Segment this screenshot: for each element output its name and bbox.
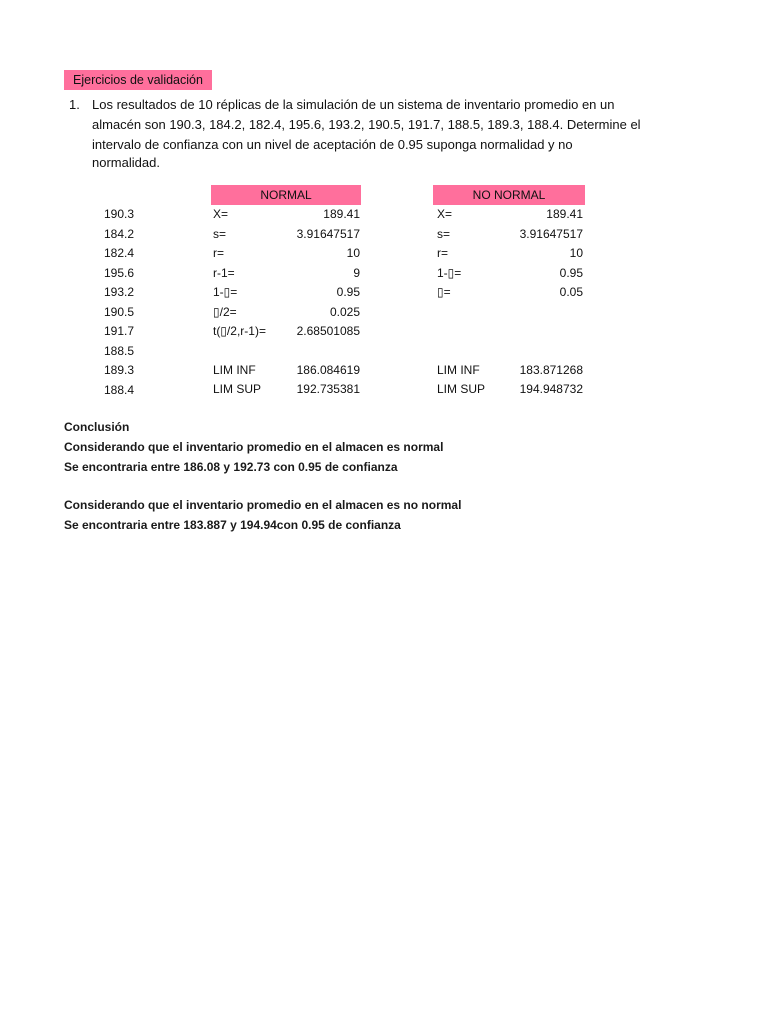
no-normal-lim-sup-label: LIM SUP [437, 382, 486, 396]
no-normal-label: ▯= [437, 285, 451, 299]
data-value: 190.3 [104, 207, 135, 221]
question-line: intervalo de confianza con un nivel de aceptación de 0.95 suponga normalidad y no [92, 137, 573, 152]
section-title: Ejercicios de validación [64, 70, 212, 90]
no-normal-header: NO NORMAL [433, 185, 585, 205]
no-normal-value: 0.05 [559, 285, 583, 299]
normal-value: 9 [353, 265, 360, 280]
data-value: 190.5 [104, 304, 135, 319]
data-value: 188.5 [104, 343, 135, 358]
data-value: 189.3 [104, 363, 135, 377]
no-normal-label: 1-▯= [437, 265, 462, 280]
normal-label: 1-▯= [213, 285, 238, 299]
normal-label: t(▯/2,r-1)= [213, 324, 266, 338]
data-value: 184.2 [104, 226, 135, 241]
normal-value: 2.68501085 [296, 324, 360, 338]
no-normal-lim-sup-value: 194.948732 [519, 382, 583, 396]
normal-values [270, 205, 360, 342]
normal-header: NORMAL [211, 185, 361, 205]
normal-label: ▯/2= [213, 304, 237, 319]
normal-label: s= [213, 226, 227, 241]
no-normal-label: X= [437, 207, 453, 221]
question-line: normalidad. [92, 155, 160, 170]
normal-lim-inf-label: LIM INF [213, 363, 256, 377]
no-normal-value: 3.91647517 [519, 226, 583, 241]
conclusion-normal-line: Considerando que el inventario promedio en el almacen es normal [64, 440, 444, 454]
normal-label: X= [213, 207, 229, 221]
data-value: 193.2 [104, 285, 135, 299]
normal-value: 189.41 [323, 207, 360, 221]
normal-lim-sup-value: 192.735381 [296, 382, 360, 396]
normal-label: r= [213, 246, 225, 260]
no-normal-label: r= [437, 246, 449, 260]
conclusion-no-normal-line: Considerando que el inventario promedio en el almacen es no normal [64, 498, 462, 512]
question-line: almacén son 190.3, 184.2, 182.4, 195.6, 193.2, 190.5, 191.7, 188.5, 189.3, 188.4. Determine el [92, 117, 641, 132]
no-normal-value: 0.95 [559, 265, 583, 280]
normal-value: 10 [346, 246, 360, 260]
data-value: 191.7 [104, 324, 135, 338]
no-normal-value: 10 [569, 246, 583, 260]
normal-value: 0.95 [336, 285, 360, 299]
normal-lim-sup-label: LIM SUP [213, 382, 262, 396]
no-normal-value: 189.41 [546, 207, 583, 221]
normal-value: 0.025 [329, 304, 360, 319]
normal-value: 3.91647517 [296, 226, 360, 241]
data-value: 188.4 [104, 382, 135, 397]
no-normal-lim-inf-value: 183.871268 [519, 363, 583, 377]
no-normal-label: s= [437, 226, 451, 241]
data-value: 182.4 [104, 246, 135, 260]
normal-lim-inf-value: 186.084619 [296, 363, 360, 377]
no-normal-values [493, 205, 583, 303]
question-line: Los resultados de 10 réplicas de la simulación de un sistema de inventario promedio en un [92, 97, 615, 112]
conclusion-normal-line: Se encontraria entre 186.08 y 192.73 con 0.95 de confianza [64, 460, 398, 474]
conclusion-no-normal-line: Se encontraria entre 183.887 y 194.94con 0.95 de confianza [64, 518, 401, 532]
data-values-column [104, 205, 164, 400]
normal-label: r-1= [213, 265, 235, 280]
conclusion-heading: Conclusión [64, 420, 130, 434]
question-number: 1. [69, 97, 80, 112]
data-value: 195.6 [104, 265, 135, 280]
no-normal-lim-inf-label: LIM INF [437, 363, 480, 377]
